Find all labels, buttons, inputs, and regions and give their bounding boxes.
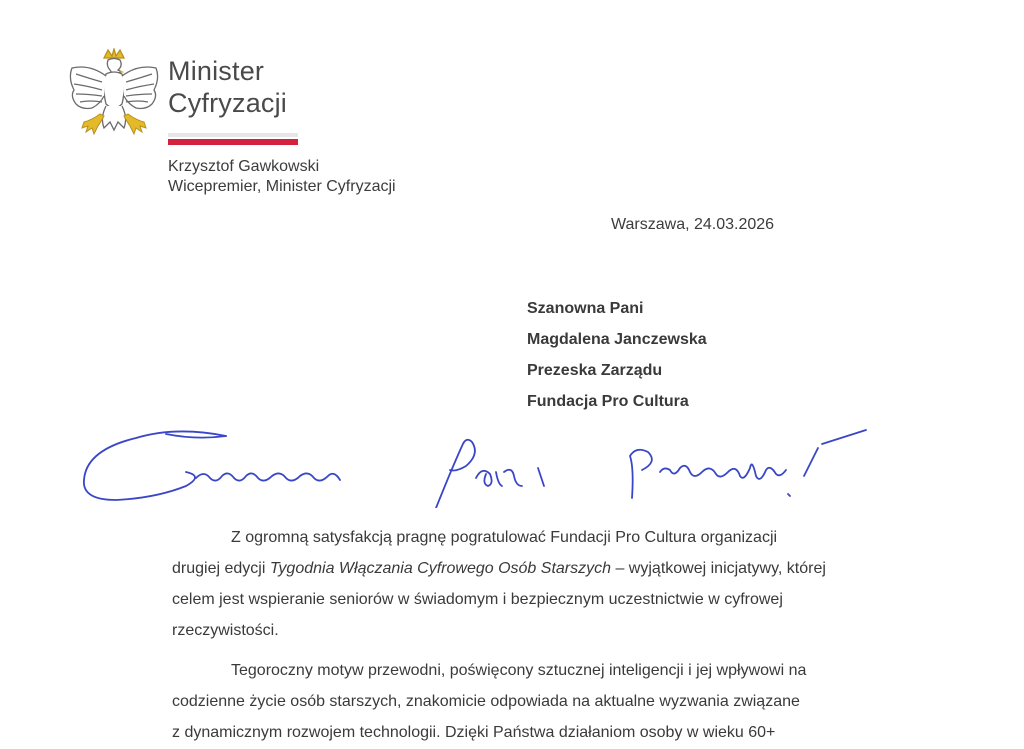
paragraph-2-line-3 xyxy=(172,717,860,748)
paragraph-1-line-2-end: – wyjątkowej inicjatywy, której xyxy=(611,560,826,577)
paragraph-1 xyxy=(172,522,860,646)
ministry-name-line2: Cyfryzacji xyxy=(168,88,288,118)
event-name-italic: Tygodnia Włączania Cyfrowego Osób Starszych xyxy=(269,560,612,577)
letter-date: Warszawa, 24.03.2026 xyxy=(611,216,775,233)
recipient-salutation: Szanowna Pani xyxy=(527,300,644,317)
recipient-name: Magdalena Janczewska xyxy=(527,331,707,348)
paragraph-1-line-4 xyxy=(172,615,860,646)
paragraph-1-line-2 xyxy=(172,553,860,584)
flag-stripe-white xyxy=(168,133,298,137)
paragraph-1-line-3 xyxy=(172,584,860,615)
recipient-organization: Fundacja Pro Cultura xyxy=(527,393,689,410)
sender-title: Wicepremier, Minister Cyfryzacji xyxy=(168,178,396,195)
paragraph-2-line-1 xyxy=(172,655,860,686)
paragraph-2-line-1-text: Tegoroczny motyw przewodni, poświęcony sztucznej inteligencji i jej wpływowi na xyxy=(231,662,807,679)
paragraph-1-line-4-text: rzeczywistości. xyxy=(172,622,279,639)
paragraph-1-line-3-text: celem jest wspieranie seniorów w świadomym i bezpiecznym uczestnictwie w cyfrowej xyxy=(172,591,783,608)
eagle-emblem-icon xyxy=(66,48,162,146)
paragraph-2-line-2-text: codzienne życie osób starszych, znakomicie odpowiada na aktualne wyzwania związane xyxy=(172,693,800,710)
handwritten-greeting xyxy=(76,428,876,508)
recipient-position: Prezeska Zarządu xyxy=(527,362,663,379)
ministry-name-line1: Minister xyxy=(168,56,265,86)
paragraph-2-line-2 xyxy=(172,686,860,717)
paragraph-2-line-3-text: z dynamicznym rozwojem technologii. Dzięki Państwa działaniom osoby w wieku 60+ xyxy=(172,724,776,741)
paragraph-1-line-1 xyxy=(172,522,860,553)
paragraph-1-line-1-text: Z ogromną satysfakcją pragnę pogratulować Fundacji Pro Cultura organizacji xyxy=(231,529,778,546)
flag-stripe-red xyxy=(168,139,298,145)
paragraph-1-line-2-text xyxy=(172,553,826,584)
paragraph-1-line-2-start: drugiej edycji xyxy=(172,560,270,577)
paragraph-2 xyxy=(172,655,860,748)
sender-name: Krzysztof Gawkowski xyxy=(168,158,320,175)
